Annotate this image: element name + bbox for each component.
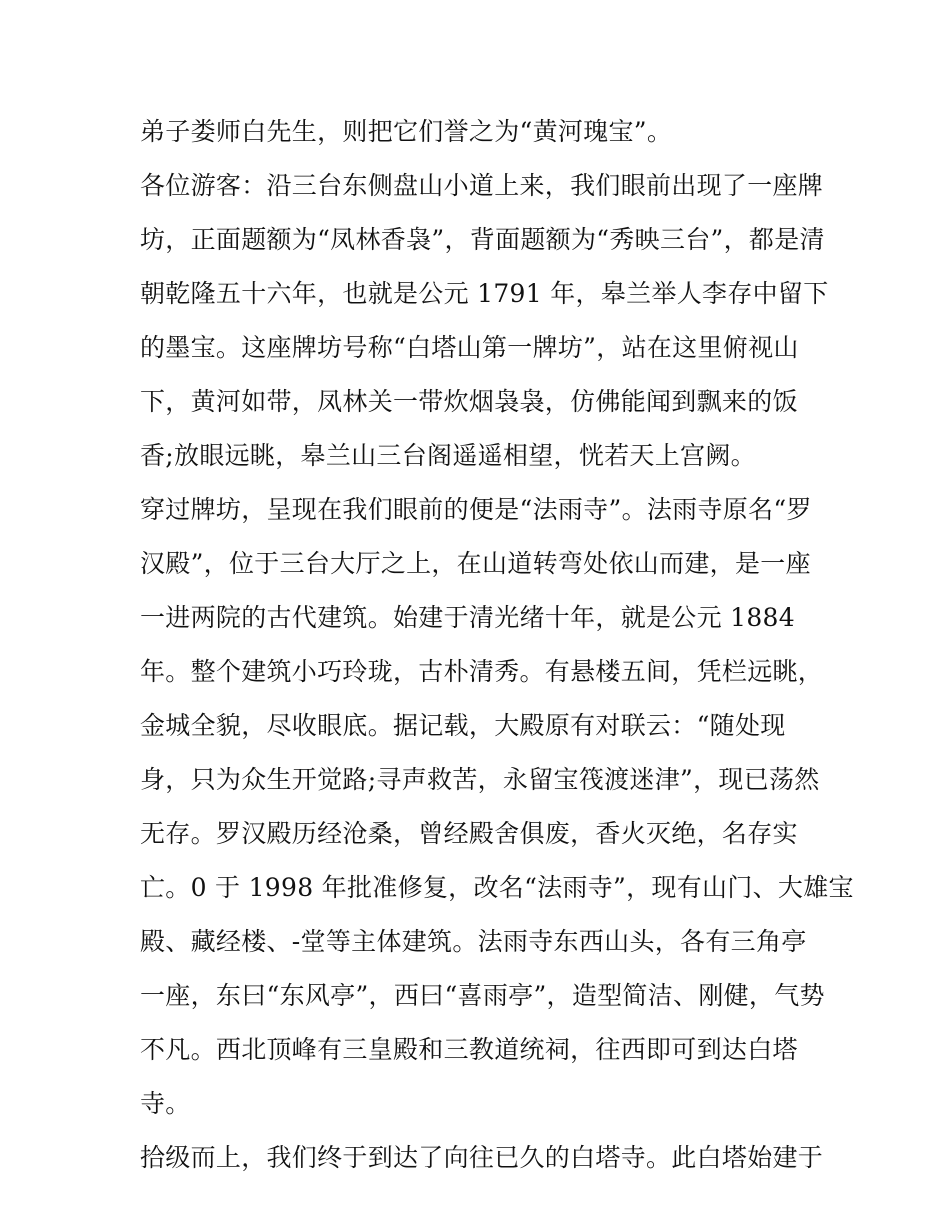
text-line: 无存。罗汉殿历经沧桑，曾经殿舍俱废，香火灭绝，名存实 — [140, 819, 798, 848]
text-line: 朝乾隆五十六年，也就是公元 1791 年，皋兰举人李存中留下 — [140, 279, 829, 308]
text-line: 汉殿”，位于三台大厅之上，在山道转弯处依山而建，是一座 — [140, 549, 811, 578]
text-line: 坊，正面题额为“凤林香袅”，背面题额为“秀映三台”，都是清 — [140, 225, 825, 254]
text-line: 下，黄河如带，凤林关一带炊烟袅袅，仿佛能闻到飘来的饭 — [140, 387, 798, 416]
text-line: 不凡。西北顶峰有三皇殿和三教道统祠，往西即可到达白塔 — [140, 1035, 798, 1064]
text-line: 弟子娄师白先生，则把它们誉之为“黄河瑰宝”。 — [140, 117, 673, 146]
text-line: 一座，东曰“东风亭”，西曰“喜雨亭”，造型简洁、刚健，气势 — [140, 981, 825, 1010]
text-line: 的墨宝。这座牌坊号称“白塔山第一牌坊”，站在这里俯视山 — [140, 333, 799, 362]
text-line: 拾级而上，我们终于到达了向往已久的白塔寺。此白塔始建于 — [140, 1143, 824, 1172]
text-line: 寺。 — [140, 1089, 191, 1118]
text-line: 穿过牌坊，呈现在我们眼前的便是“法雨寺”。法雨寺原名“罗 — [140, 495, 812, 524]
text-line: 亡。0 于 1998 年批准修复，改名“法雨寺”，现有山门、大雄宝 — [140, 873, 854, 902]
text-line: 香;放眼远眺，皋兰山三台阁遥遥相望，恍若天上宫阙。 — [140, 441, 756, 470]
text-line: 身，只为众生开觉路;寻声救苦，永留宝筏渡迷津”，现已荡然 — [140, 765, 820, 794]
text-line: 殿、藏经楼、-堂等主体建筑。法雨寺东西山头，各有三角亭 — [140, 927, 807, 956]
text-line: 年。整个建筑小巧玲珑，古朴清秀。有悬楼五间，凭栏远眺， — [140, 657, 824, 686]
document-body — [140, 105, 854, 1185]
text-line: 金城全貌，尽收眼底。据记载，大殿原有对联云：“随处现 — [140, 711, 786, 740]
text-line: 一进两院的古代建筑。始建于清光绪十年，就是公元 1884 — [140, 603, 795, 632]
text-line: 各位游客：沿三台东侧盘山小道上来，我们眼前出现了一座牌 — [140, 171, 824, 200]
